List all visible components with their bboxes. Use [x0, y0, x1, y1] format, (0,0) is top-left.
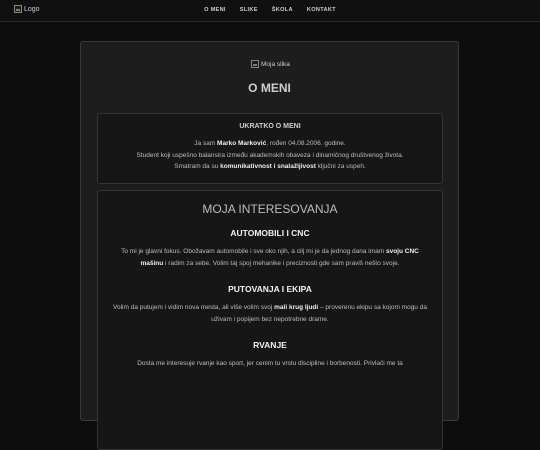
broken-image-icon — [251, 60, 259, 68]
summary-heading: UKRATKO O MENI — [239, 123, 301, 130]
summary-traits: komunikativnost i snalažljivost — [220, 163, 316, 170]
logo-alt-text: Logo — [24, 5, 40, 13]
page-title: O MENI — [248, 81, 291, 95]
about-panel — [80, 41, 459, 421]
nav-link-skola[interactable]: ŠKOLA — [271, 7, 293, 13]
interest-title: AUTOMOBILI I CNC — [230, 228, 310, 238]
interest-text — [112, 246, 428, 269]
summary-text — [112, 138, 428, 173]
interest-title: PUTOVANJA I EKIPA — [228, 284, 312, 294]
interest-item — [98, 228, 442, 269]
interest-title: RVANJE — [253, 340, 287, 350]
interest-text-post: – proverenu ekipu sa kojom mogu da uživam i popijem bez nepotrebne drame. — [211, 304, 427, 323]
interest-text — [112, 358, 428, 370]
interests-heading: MOJA INTERESOVANJA — [202, 202, 338, 216]
summary-line2: Student koji uspešno balansira između akademskih obaveza i dinamičnog društvenog života. — [136, 151, 404, 159]
summary-name: Marko Marković — [217, 140, 267, 147]
profile-photo — [251, 60, 290, 68]
photo-alt-text: Moja slika — [261, 60, 290, 68]
nav-link-o-meni[interactable]: O MENI — [204, 7, 226, 13]
summary-card — [97, 113, 443, 184]
interest-item — [98, 284, 442, 325]
summary-line3-post: ključni za uspeh. — [315, 163, 366, 170]
interests-card — [97, 190, 443, 450]
interest-text-pre: Volim da putujem i vidim nova mesta, ali više volim svoj — [113, 304, 275, 311]
nav-link-slike[interactable]: SLIKE — [239, 7, 258, 13]
summary-line3-pre: Smatram da su — [174, 163, 221, 170]
nav-link-kontakt[interactable]: KONTAKT — [306, 7, 336, 13]
interest-item — [98, 340, 442, 370]
interest-text-pre: Dosta me interesuje rvanje kao sport, jer cenim tu vrstu discipline i borbenosti. Privlači me ta — [137, 360, 403, 367]
main-nav — [0, 7, 540, 13]
interest-text-pre: To mi je glavni fokus. Obožavam automobile i sve oko njih, a cilj mi je da jednog dana imam — [121, 248, 386, 255]
summary-line1-post: , rođen 04.08.2006. godine. — [266, 140, 346, 147]
interest-text-post: i radim za sebe. Volim taj spoj mehanike i preciznosti gde sam praviš nešto svoje. — [163, 259, 400, 267]
summary-line1-pre: Ja sam — [194, 140, 218, 147]
interest-text-bold: mali krug ljudi — [274, 304, 319, 311]
interest-text — [112, 302, 428, 325]
interest-text-bold: svoju CNC mašinu — [140, 248, 419, 267]
top-navbar — [0, 0, 540, 22]
